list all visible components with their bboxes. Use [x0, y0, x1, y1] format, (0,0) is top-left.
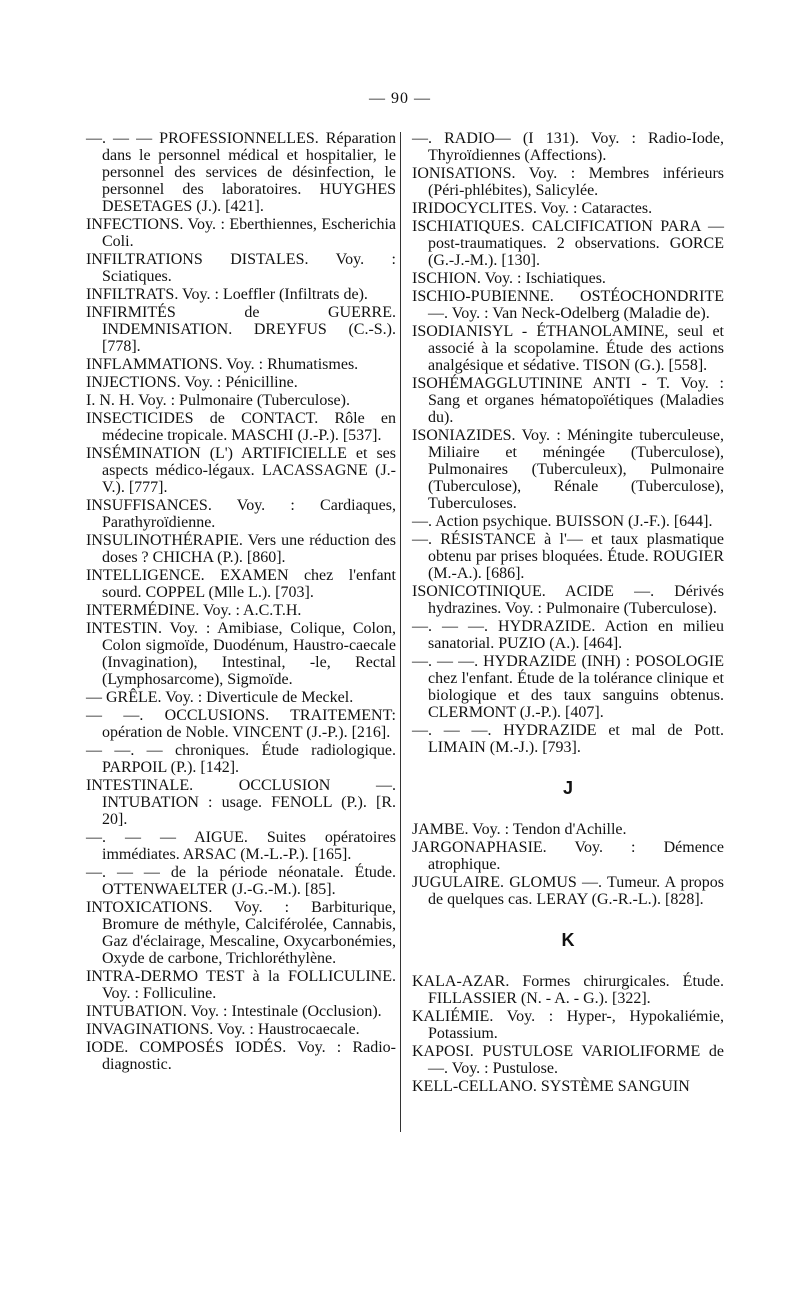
index-entry: JUGULAIRE. GLOMUS —. Tumeur. A propos de quelques cas. LERAY (G.-R.-L.). [828].: [412, 874, 724, 908]
index-entry: KAPOSI. PUSTULOSE VARIOLIFORME de —. Voy. : Pustulose.: [412, 1043, 724, 1077]
index-entry: INJECTIONS. Voy. : Pénicilline.: [86, 374, 298, 391]
index-entry: —. — —. HYDRAZIDE (INH) : POSOLOGIE chez l'enfant. Étude de la tolérance clinique et biologique et des taux sanguins obtenus. CLERMONT (J.-P.). [407].: [412, 653, 724, 721]
index-entry: INFILTRATIONS DISTALES. Voy. : Sciatiques.: [86, 251, 396, 285]
section-letter-k: K: [561, 930, 575, 950]
index-entry: —. Action psychique. BUISSON (J.-F.). [644].: [412, 513, 713, 530]
index-entry: INTESTIN. Voy. : Amibiase, Colique, Colon, Colon sigmoïde, Duodénum, Haustro-caecale (Invagination), Intestinal, -le, Rectal (Lymphosarcome), Sigmoïde.: [86, 620, 396, 688]
index-entry: KALA-AZAR. Formes chirurgicales. Étude. FILLASSIER (N. - A. - G.). [322].: [412, 973, 724, 1007]
column-rule: [400, 132, 401, 1132]
index-entry: KALIÉMIE. Voy. : Hyper-, Hypokaliémie, Potassium.: [412, 1008, 724, 1042]
index-entry: —. RÉSISTANCE à l'— et taux plasmatique obtenu par prises bloquées. Étude. ROUGIER (M.-A.). [686].: [412, 531, 724, 582]
index-entry: ISCHIO-PUBIENNE. OSTÉOCHONDRITE —. Voy. : Van Neck-Odelberg (Maladie de).: [412, 288, 724, 322]
index-entry: —. — — de la période néonatale. Étude. OTTENWAELTER (J.-G.-M.). [85].: [86, 864, 396, 898]
index-entry: IRIDOCYCLITES. Voy. : Cataractes.: [412, 200, 653, 217]
index-entry: INFECTIONS. Voy. : Eberthiennes, Escherichia Coli.: [86, 216, 396, 250]
index-entry: INFILTRATS. Voy. : Loeffler (Infiltrats de).: [86, 286, 368, 303]
index-entry: IODE. COMPOSÉS IODÉS. Voy. : Radio-diagnostic.: [86, 1039, 396, 1073]
index-entry: IONISATIONS. Voy. : Membres inférieurs (Péri-phlébites), Salicylée.: [412, 165, 724, 199]
section-letter-j: J: [562, 778, 573, 798]
index-entry: INSÉMINATION (L') ARTIFICIELLE et ses aspects médico-légaux. LACASSAGNE (J.-V.). [777].: [86, 445, 396, 496]
index-entry: — GRÊLE. Voy. : Diverticule de Meckel.: [86, 689, 354, 706]
index-entry: ISCHION. Voy. : Ischiatiques.: [412, 270, 606, 287]
index-entry: —. — — PROFESSIONNELLES. Réparation dans le personnel médical et hospitalier, le personnel des services de désinfection, le personnel des laboratoires. HUYGHES DESETAGES (J.). [421].: [86, 130, 396, 215]
index-entry: —. — —. HYDRAZIDE et mal de Pott. LIMAIN (M.-J.). [793].: [412, 722, 724, 756]
index-entry: INTOXICATIONS. Voy. : Barbiturique, Bromure de méthyle, Calciférolée, Cannabis, Gaz d'éclairage, Mescaline, Oxycarbonémies, Oxyde de carbone, Trichloréthylène.: [86, 899, 396, 967]
index-entry: KELL-CELLANO. SYSTÈME SANGUIN: [412, 1078, 690, 1095]
index-entry: INSECTICIDES de CONTACT. Rôle en médecine tropicale. MASCHI (J.-P.). [537].: [86, 410, 396, 444]
index-entry: I. N. H. Voy. : Pulmonaire (Tuberculose).: [86, 392, 350, 409]
index-entry: INTELLIGENCE. EXAMEN chez l'enfant sourd. COPPEL (Mlle L.). [703].: [86, 567, 396, 601]
index-entry: INTUBATION. Voy. : Intestinale (Occlusion).: [86, 1003, 382, 1020]
index-entry: INVAGINATIONS. Voy. : Haustrocaecale.: [86, 1021, 360, 1038]
index-entry: ISOHÉMAGGLUTININE ANTI - T. Voy. : Sang et organes hématopoïétiques (Maladies du).: [412, 375, 724, 426]
index-entry: INSUFFISANCES. Voy. : Cardiaques, Parathyroïdienne.: [86, 497, 396, 531]
index-entry: INFIRMITÉS de GUERRE. INDEMNISATION. DREYFUS (C.-S.). [778].: [86, 304, 396, 355]
index-entry: INSULINOTHÉRAPIE. Vers une réduction des doses ? CHICHA (P.). [860].: [86, 532, 396, 566]
left-column: [86, 130, 396, 1074]
index-entry: —. — — AIGUE. Suites opératoires immédiates. ARSAC (M.-L.-P.). [165].: [86, 829, 396, 863]
index-entry: —. RADIO— (I 131). Voy. : Radio-Iode, Thyroïdiennes (Affections).: [412, 130, 724, 164]
index-entry: INTRA-DERMO TEST à la FOLLICULINE. Voy. : Folliculine.: [86, 968, 396, 1002]
index-entry: ISODIANISYL - ÉTHANOLAMINE, seul et associé à la scopolamine. Étude des actions analgésique et sédative. TISON (G.). [558].: [412, 323, 724, 374]
index-entry: —. — —. HYDRAZIDE. Action en milieu sanatorial. PUZIO (A.). [464].: [412, 618, 724, 652]
index-entry: ISCHIATIQUES. CALCIFICATION PARA — post-traumatiques. 2 observations. GORCE (G.-J.-M.). [130].: [412, 218, 724, 269]
index-entry: JARGONAPHASIE. Voy. : Démence atrophique.: [412, 839, 724, 873]
index-entry: — —. — chroniques. Étude radiologique. PARPOIL (P.). [142].: [86, 742, 396, 776]
index-entry: INTESTINALE. OCCLUSION —. INTUBATION : usage. FENOLL (P.). [R. 20].: [86, 777, 396, 828]
index-entry: ISONICOTINIQUE. ACIDE —. Dérivés hydrazines. Voy. : Pulmonaire (Tuberculose).: [412, 583, 724, 617]
page-number: — 90 —: [369, 90, 431, 107]
right-column: [412, 130, 724, 1096]
index-entry: ISONIAZIDES. Voy. : Méningite tuberculeuse, Miliaire et méningée (Tuberculose), Pulmonaires (Tuberculeux), Pulmonaire (Tuberculose), Rénale (Tuberculose), Tuberculoses.: [412, 427, 724, 512]
index-entry: INFLAMMATIONS. Voy. : Rhumatismes.: [86, 356, 359, 373]
index-entry: INTERMÉDINE. Voy. : A.C.T.H.: [86, 602, 302, 619]
index-entry: — —. OCCLUSIONS. TRAITEMENT: opération de Noble. VINCENT (J.-P.). [216].: [86, 707, 396, 741]
index-entry: JAMBE. Voy. : Tendon d'Achille.: [412, 821, 627, 838]
